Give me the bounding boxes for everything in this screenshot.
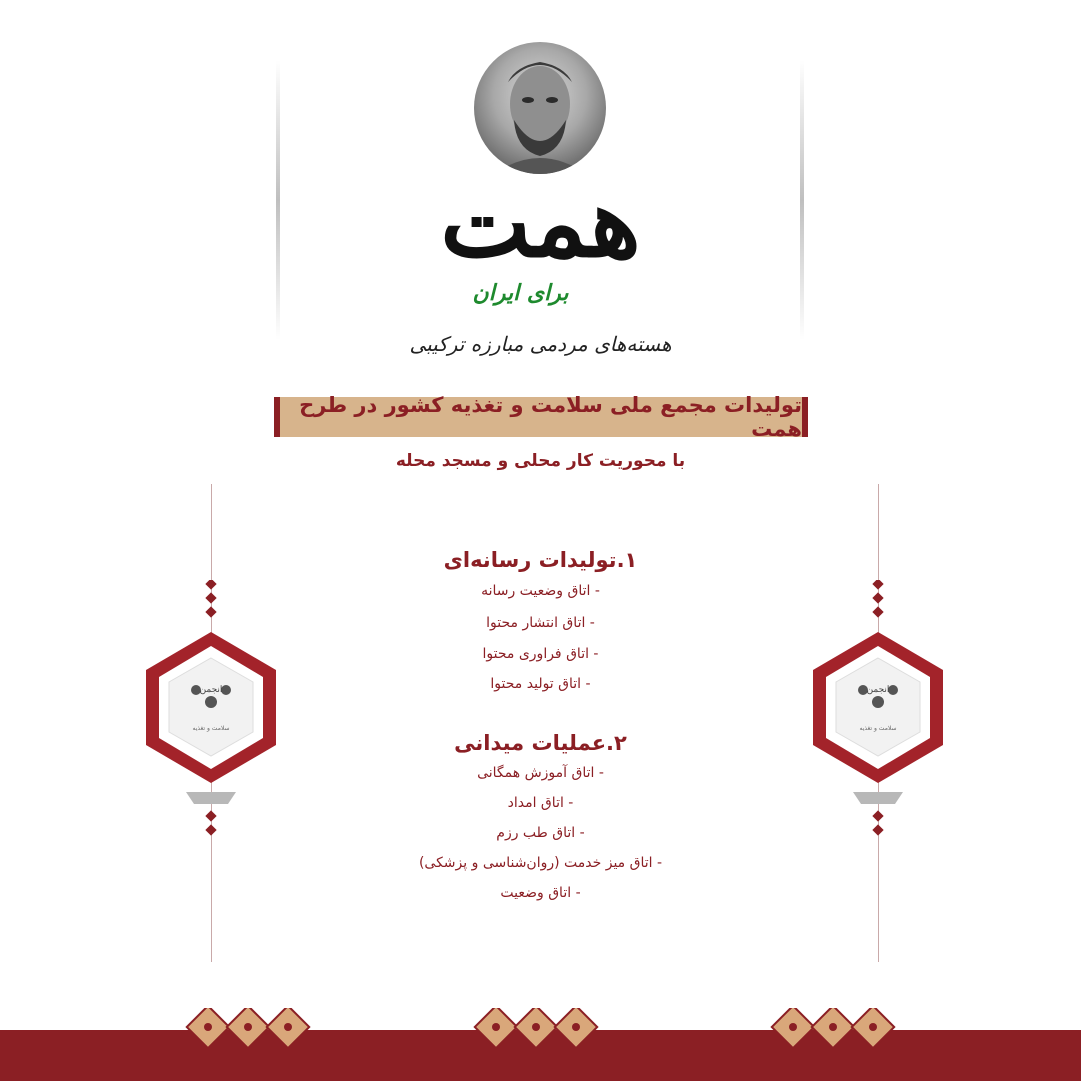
list-item: - اتاق فراوری محتوا	[482, 646, 599, 662]
logo-subtitle: برای ایران	[472, 280, 569, 306]
logo-name: همت	[440, 166, 641, 279]
right-badge	[803, 580, 953, 840]
list-item: - اتاق وضعیت رسانه	[481, 583, 600, 599]
section-heading: ۲.عملیات میدانی	[454, 731, 627, 755]
list-item: - اتاق انتشار محتوا	[486, 615, 595, 631]
footer-ornaments	[0, 1008, 1081, 1056]
portrait-image	[474, 42, 606, 174]
logo-tagline: هسته‌های مردمی مبارزه ترکیبی	[409, 332, 672, 356]
list-item: - اتاق میز خدمت (روان‌شناسی و پزشکی)	[418, 855, 663, 871]
section-heading: ۱.تولیدات رسانه‌ای	[443, 548, 638, 572]
list-item: - اتاق آموزش همگانی	[477, 765, 604, 781]
page-subtitle: با محوریت کار محلی و مسجد محله	[395, 451, 686, 471]
list-item: - اتاق طب رزم	[496, 825, 585, 841]
list-item: - اتاق تولید محتوا	[490, 676, 591, 692]
title-banner	[274, 393, 808, 441]
svg-text:انجمن: انجمن	[866, 685, 890, 695]
left-badge	[136, 580, 286, 840]
svg-text:سلامت و تغذیه: سلامت و تغذیه	[859, 725, 897, 732]
list-item: - اتاق وضعیت	[500, 885, 581, 901]
svg-text:سلامت و تغذیه: سلامت و تغذیه	[192, 725, 230, 732]
svg-text:انجمن: انجمن	[199, 685, 223, 695]
list-item: - اتاق امداد	[507, 795, 574, 811]
page-title: تولیدات مجمع ملی سلامت و تغذیه کشور در طرح همت	[299, 393, 802, 441]
